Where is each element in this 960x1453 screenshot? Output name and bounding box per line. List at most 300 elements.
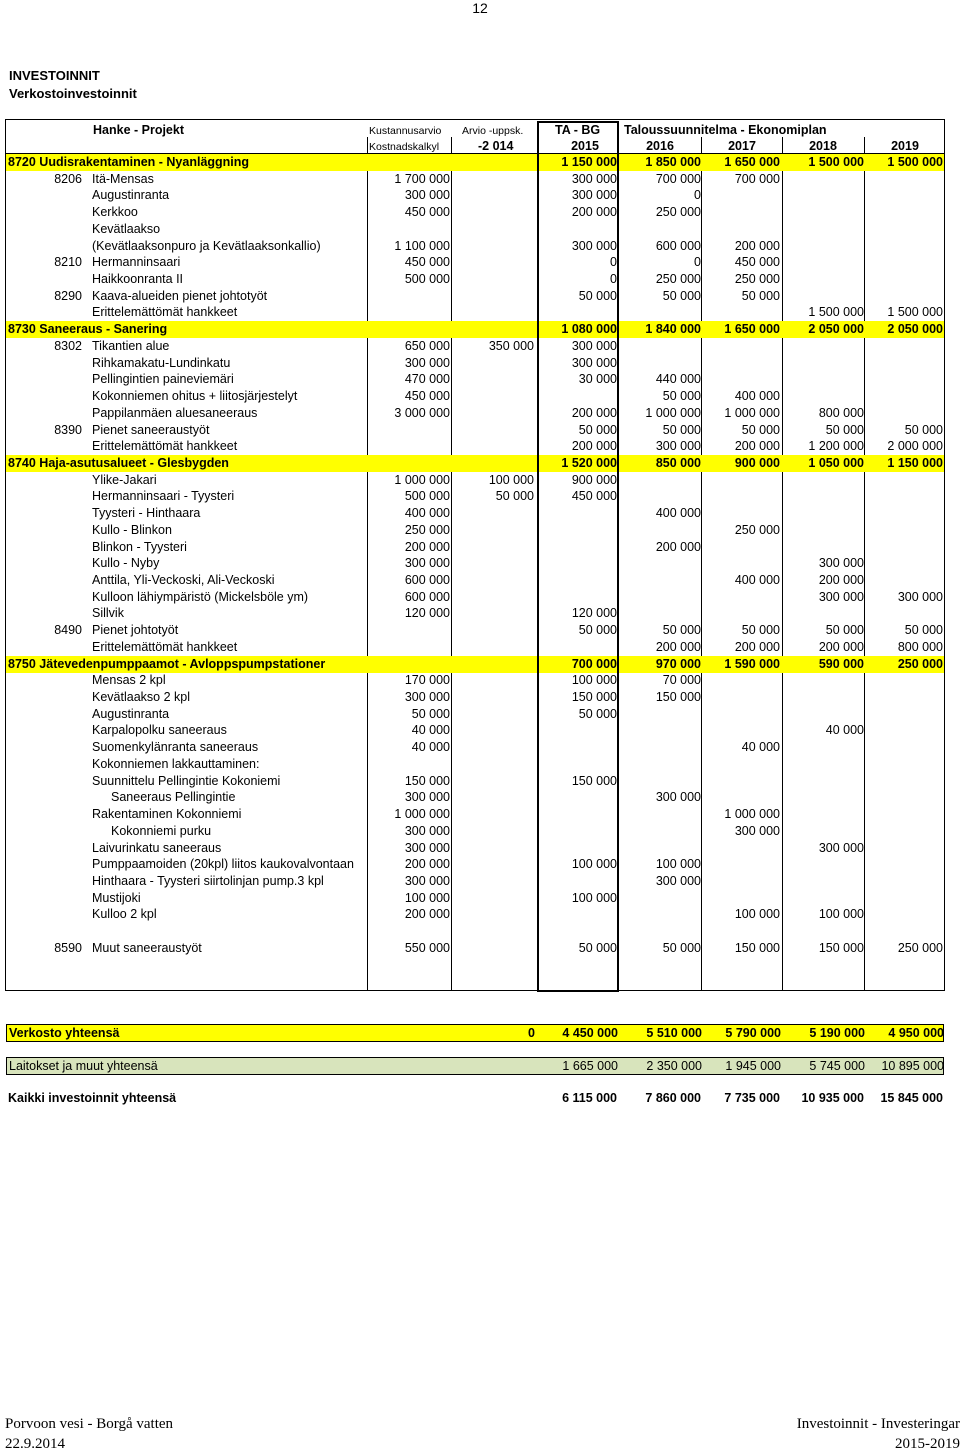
value-cell bbox=[865, 472, 943, 489]
value-cell bbox=[452, 806, 534, 823]
project-code bbox=[6, 187, 82, 204]
value-cell: 1 200 000 bbox=[808, 439, 864, 454]
summary-value: 7 860 000 bbox=[645, 1091, 701, 1105]
value-cell: 1 150 000 bbox=[887, 455, 943, 470]
table-row bbox=[6, 304, 944, 321]
project-name: Kokonniemi purku bbox=[111, 823, 212, 838]
value-cell: 3 000 000 bbox=[394, 405, 450, 420]
value-cell bbox=[452, 773, 534, 790]
project-code bbox=[6, 405, 82, 422]
value-cell: 120 000 bbox=[571, 606, 617, 621]
summary-value: 4 450 000 bbox=[562, 1026, 618, 1040]
value-cell: 300 000 bbox=[404, 556, 450, 571]
value-cell bbox=[782, 371, 864, 388]
value-cell bbox=[452, 605, 534, 622]
table-row bbox=[6, 756, 944, 773]
value-cell bbox=[619, 572, 701, 589]
project-code bbox=[6, 739, 82, 756]
table-row bbox=[6, 271, 944, 288]
project-name: Saneeraus Pellingintie bbox=[111, 790, 236, 805]
value-cell bbox=[865, 756, 943, 773]
value-cell: 50 000 bbox=[662, 623, 701, 638]
value-cell bbox=[782, 873, 864, 890]
project-name: Kulloon lähiympäristö (Mickelsböle ym) bbox=[92, 589, 309, 604]
table-row bbox=[6, 605, 944, 622]
value-cell: 300 000 bbox=[655, 873, 701, 888]
value-cell: 700 000 bbox=[655, 171, 701, 186]
table-row bbox=[6, 388, 944, 405]
table-row bbox=[6, 773, 944, 790]
value-cell bbox=[535, 522, 617, 539]
project-name: Muut saneeraustyöt bbox=[92, 940, 202, 955]
value-cell: 150 000 bbox=[655, 690, 701, 705]
value-cell bbox=[702, 773, 780, 790]
value-cell bbox=[619, 522, 701, 539]
value-cell: 150 000 bbox=[571, 773, 617, 788]
value-cell bbox=[702, 488, 780, 505]
value-cell bbox=[782, 187, 864, 204]
section-title bbox=[6, 154, 368, 171]
value-cell: 200 000 bbox=[655, 539, 701, 554]
value-cell bbox=[619, 304, 701, 321]
value-cell bbox=[782, 789, 864, 806]
value-cell bbox=[535, 873, 617, 890]
value-cell bbox=[865, 221, 943, 238]
value-cell bbox=[865, 823, 943, 840]
value-cell: 150 000 bbox=[818, 940, 864, 955]
value-cell: 100 000 bbox=[571, 890, 617, 905]
value-cell bbox=[702, 505, 780, 522]
value-cell: 1 840 000 bbox=[645, 322, 701, 337]
project-name: Tikantien alue bbox=[92, 338, 170, 353]
value-cell: 200 000 bbox=[404, 539, 450, 554]
value-cell bbox=[452, 656, 534, 673]
value-cell: 300 000 bbox=[404, 188, 450, 203]
value-cell bbox=[452, 823, 534, 840]
value-cell: 100 000 bbox=[488, 472, 534, 487]
value-cell bbox=[865, 572, 943, 589]
project-code bbox=[6, 672, 82, 689]
value-cell: 50 000 bbox=[904, 422, 943, 437]
section-name: Haja-asutusalueet - Glesbygden bbox=[39, 455, 229, 470]
project-name: Kullo - Blinkon bbox=[92, 522, 172, 537]
table-row bbox=[6, 572, 944, 589]
table-row bbox=[6, 522, 944, 539]
table-row bbox=[6, 355, 944, 372]
project-code bbox=[6, 539, 82, 556]
cost-estimate-header: Kustannusarvio bbox=[369, 125, 442, 137]
summary-row bbox=[6, 1024, 944, 1042]
value-cell bbox=[452, 355, 534, 372]
value-cell bbox=[452, 856, 534, 873]
value-cell bbox=[452, 940, 534, 957]
value-cell bbox=[368, 438, 450, 455]
project-name: Laivurinkatu saneeraus bbox=[92, 840, 222, 855]
value-cell bbox=[782, 806, 864, 823]
value-cell: 150 000 bbox=[734, 940, 780, 955]
value-cell bbox=[865, 605, 943, 622]
value-cell: 800 000 bbox=[818, 405, 864, 420]
value-cell bbox=[535, 539, 617, 556]
value-cell: 0 bbox=[694, 255, 701, 270]
section-code: 8750 bbox=[8, 656, 36, 671]
summary-value bbox=[453, 1058, 535, 1074]
value-cell: 50 000 bbox=[662, 288, 701, 303]
value-cell bbox=[368, 622, 450, 639]
value-cell bbox=[452, 271, 534, 288]
value-cell bbox=[535, 906, 617, 923]
project-code bbox=[6, 555, 82, 572]
value-cell bbox=[368, 455, 450, 472]
value-cell: 50 000 bbox=[825, 422, 864, 437]
project-code bbox=[6, 706, 82, 723]
summary-value: 1 665 000 bbox=[562, 1059, 618, 1073]
value-cell: 400 000 bbox=[734, 389, 780, 404]
project-name: Rakentaminen Kokonniemi bbox=[92, 807, 242, 822]
value-cell bbox=[865, 405, 943, 422]
section-row bbox=[6, 321, 944, 338]
value-cell bbox=[782, 204, 864, 221]
value-cell bbox=[865, 672, 943, 689]
value-cell bbox=[865, 371, 943, 388]
project-code bbox=[6, 271, 82, 288]
value-cell: 550 000 bbox=[404, 940, 450, 955]
value-cell bbox=[535, 221, 617, 238]
value-cell bbox=[452, 622, 534, 639]
budget-header: TA - BG bbox=[555, 123, 601, 137]
value-cell bbox=[619, 890, 701, 907]
value-cell: 250 000 bbox=[897, 940, 943, 955]
value-cell: 100 000 bbox=[404, 890, 450, 905]
value-cell bbox=[452, 288, 534, 305]
value-cell bbox=[368, 639, 450, 656]
value-cell: 450 000 bbox=[404, 205, 450, 220]
value-cell bbox=[452, 438, 534, 455]
footer-period: 2015-2019 bbox=[895, 1436, 960, 1452]
table-row bbox=[6, 438, 944, 455]
value-cell bbox=[619, 605, 701, 622]
value-cell: 250 000 bbox=[734, 272, 780, 287]
year-header: 2015 bbox=[571, 139, 599, 153]
table-row bbox=[6, 238, 944, 255]
value-cell bbox=[702, 756, 780, 773]
table-row bbox=[6, 639, 944, 656]
project-code: 8210 bbox=[54, 255, 82, 270]
project-name: Tyysteri - Hinthaara bbox=[92, 506, 201, 521]
value-cell: 1 150 000 bbox=[561, 155, 617, 169]
year-header: 2018 bbox=[809, 139, 837, 153]
value-cell bbox=[452, 639, 534, 656]
value-cell: 100 000 bbox=[571, 857, 617, 872]
value-cell bbox=[452, 722, 534, 739]
year-header: 2016 bbox=[646, 139, 674, 153]
value-cell bbox=[619, 722, 701, 739]
value-cell bbox=[452, 906, 534, 923]
value-cell: 600 000 bbox=[404, 589, 450, 604]
table-row bbox=[6, 789, 944, 806]
value-cell bbox=[452, 539, 534, 556]
value-cell: 200 000 bbox=[734, 238, 780, 253]
project-code: 8590 bbox=[54, 940, 82, 955]
value-cell bbox=[368, 923, 450, 940]
value-cell bbox=[865, 840, 943, 857]
value-cell: 1 700 000 bbox=[394, 171, 450, 186]
value-cell bbox=[452, 187, 534, 204]
value-cell bbox=[865, 806, 943, 823]
summary-value: 5 745 000 bbox=[809, 1059, 865, 1073]
summary-value: 5 790 000 bbox=[725, 1026, 781, 1040]
value-cell: 100 000 bbox=[734, 907, 780, 922]
project-name: Kullo - Nyby bbox=[92, 556, 160, 571]
value-cell bbox=[865, 722, 943, 739]
project-name: Erittelemättömät hankkeet bbox=[92, 439, 238, 454]
project-name: Blinkon - Tyysteri bbox=[92, 539, 187, 554]
project-code bbox=[6, 304, 82, 321]
value-cell bbox=[368, 304, 450, 321]
value-cell: 170 000 bbox=[404, 673, 450, 688]
project-name: Mustijoki bbox=[92, 890, 141, 905]
value-cell: 200 000 bbox=[571, 405, 617, 420]
value-cell bbox=[865, 739, 943, 756]
section-code: 8720 bbox=[8, 155, 36, 169]
value-cell bbox=[452, 739, 534, 756]
value-cell bbox=[452, 321, 534, 338]
project-name: Pappilanmäen aluesaneeraus bbox=[92, 405, 258, 420]
project-name: (Kevätlaaksonpuro ja Kevätlaaksonkallio) bbox=[92, 238, 321, 253]
value-cell bbox=[865, 338, 943, 355]
value-cell: 50 000 bbox=[495, 489, 534, 504]
project-code: 8302 bbox=[54, 338, 82, 353]
section-title bbox=[6, 321, 368, 338]
value-cell: 450 000 bbox=[734, 255, 780, 270]
value-cell bbox=[535, 923, 617, 940]
summary-value bbox=[369, 1058, 451, 1074]
value-cell bbox=[865, 923, 943, 940]
value-cell: 40 000 bbox=[411, 723, 450, 738]
table-row bbox=[6, 622, 944, 639]
value-cell bbox=[702, 204, 780, 221]
table-row bbox=[6, 923, 944, 940]
project-code bbox=[6, 773, 82, 790]
value-cell: 2 050 000 bbox=[887, 322, 943, 337]
value-cell: 200 000 bbox=[571, 439, 617, 454]
project-code bbox=[6, 806, 82, 823]
project-name: Karpalopolku saneeraus bbox=[92, 723, 227, 738]
value-cell: 50 000 bbox=[662, 940, 701, 955]
table-row bbox=[6, 371, 944, 388]
value-cell bbox=[782, 472, 864, 489]
value-cell bbox=[452, 923, 534, 940]
value-cell bbox=[368, 422, 450, 439]
summary-label: Kaikki investoinnit yhteensä bbox=[8, 1091, 177, 1105]
table-row bbox=[6, 906, 944, 923]
value-cell: 1 050 000 bbox=[808, 455, 864, 470]
value-cell bbox=[452, 840, 534, 857]
table-row bbox=[6, 722, 944, 739]
year-header: 2017 bbox=[728, 139, 756, 153]
table-row bbox=[6, 254, 944, 271]
value-cell bbox=[619, 589, 701, 606]
value-cell: 40 000 bbox=[411, 740, 450, 755]
page-number: 12 bbox=[472, 0, 488, 16]
value-cell: 800 000 bbox=[897, 639, 943, 654]
value-cell bbox=[535, 589, 617, 606]
value-cell bbox=[535, 304, 617, 321]
value-cell: 0 bbox=[610, 272, 617, 287]
value-cell bbox=[782, 672, 864, 689]
summary-value: 0 bbox=[528, 1026, 535, 1040]
value-cell: 300 000 bbox=[897, 589, 943, 604]
summary-value bbox=[369, 1025, 451, 1041]
project-code bbox=[6, 840, 82, 857]
value-cell bbox=[452, 589, 534, 606]
table-row bbox=[6, 422, 944, 439]
value-cell: 1 000 000 bbox=[394, 807, 450, 822]
project-name: Pumppaamoiden (20kpl) liitos kaukovalvontaan bbox=[92, 857, 354, 872]
project-name: Hermanninsaari - Tyysteri bbox=[92, 489, 235, 504]
value-cell: 1 000 000 bbox=[645, 405, 701, 420]
value-cell bbox=[452, 221, 534, 238]
value-cell: 1 080 000 bbox=[561, 322, 617, 337]
value-cell: 300 000 bbox=[404, 790, 450, 805]
value-cell bbox=[452, 890, 534, 907]
value-cell bbox=[702, 539, 780, 556]
project-name: Kokonniemen ohitus + liitosjärjestelyt bbox=[92, 389, 298, 404]
project-code bbox=[6, 605, 82, 622]
value-cell bbox=[535, 555, 617, 572]
value-cell bbox=[452, 522, 534, 539]
project-name: Augustinranta bbox=[92, 188, 170, 203]
project-code bbox=[6, 371, 82, 388]
value-cell: 300 000 bbox=[818, 556, 864, 571]
value-cell: 600 000 bbox=[404, 573, 450, 587]
value-cell bbox=[452, 388, 534, 405]
project-name: Erittelemättömät hankkeet bbox=[92, 305, 238, 320]
value-cell bbox=[865, 773, 943, 790]
value-cell bbox=[782, 522, 864, 539]
project-code bbox=[6, 204, 82, 221]
value-cell: 150 000 bbox=[404, 773, 450, 788]
project-code bbox=[6, 522, 82, 539]
summary-value: 7 735 000 bbox=[724, 1091, 780, 1105]
value-cell bbox=[782, 388, 864, 405]
value-cell bbox=[535, 639, 617, 656]
value-cell: 300 000 bbox=[818, 840, 864, 855]
value-cell bbox=[702, 890, 780, 907]
value-cell bbox=[535, 572, 617, 589]
value-cell bbox=[782, 773, 864, 790]
value-cell bbox=[865, 271, 943, 288]
value-cell: 200 000 bbox=[404, 857, 450, 872]
project-code: 8290 bbox=[54, 288, 82, 303]
project-code bbox=[6, 488, 82, 505]
table-row bbox=[6, 539, 944, 556]
summary-value: 6 115 000 bbox=[562, 1091, 617, 1105]
page-subtitle: Verkostoinvestoinnit bbox=[9, 86, 137, 101]
project-name: Suomenkylänranta saneeraus bbox=[92, 740, 259, 755]
table-row bbox=[6, 873, 944, 890]
project-code bbox=[6, 906, 82, 923]
summary-value: 15 845 000 bbox=[880, 1091, 943, 1105]
value-cell: 250 000 bbox=[655, 205, 701, 220]
value-cell: 2 050 000 bbox=[808, 322, 864, 337]
value-cell bbox=[452, 555, 534, 572]
year-header: 2019 bbox=[891, 139, 919, 153]
table-row bbox=[6, 689, 944, 706]
value-cell bbox=[782, 171, 864, 188]
value-cell: 50 000 bbox=[578, 706, 617, 721]
table-row bbox=[6, 187, 944, 204]
value-cell bbox=[619, 488, 701, 505]
table-row bbox=[6, 856, 944, 873]
value-cell bbox=[865, 355, 943, 372]
project-name: Itä-Mensas bbox=[92, 171, 154, 186]
value-cell: 1 500 000 bbox=[887, 155, 943, 169]
value-cell bbox=[452, 204, 534, 221]
value-cell bbox=[782, 355, 864, 372]
value-cell bbox=[702, 589, 780, 606]
project-name: Pienet saneeraustyöt bbox=[92, 422, 210, 437]
value-cell: 1 500 000 bbox=[887, 305, 943, 320]
section-name: Jätevedenpumppaamot - Avloppspumpstationer bbox=[39, 656, 326, 671]
value-cell: 150 000 bbox=[571, 690, 617, 705]
value-cell: 50 000 bbox=[578, 422, 617, 437]
value-cell: 450 000 bbox=[404, 255, 450, 270]
value-cell: 1 100 000 bbox=[394, 238, 450, 253]
value-cell bbox=[702, 789, 780, 806]
value-cell: 100 000 bbox=[655, 857, 701, 872]
table-row bbox=[6, 338, 944, 355]
value-cell: 300 000 bbox=[404, 355, 450, 370]
value-cell: 50 000 bbox=[578, 623, 617, 638]
value-cell: 2 000 000 bbox=[887, 439, 943, 454]
value-cell bbox=[452, 238, 534, 255]
value-cell: 50 000 bbox=[578, 288, 617, 303]
project-name: Erittelemättömät hankkeet bbox=[92, 639, 238, 654]
project-code bbox=[6, 923, 82, 940]
value-cell: 200 000 bbox=[571, 205, 617, 220]
value-cell: 50 000 bbox=[904, 623, 943, 638]
project-code bbox=[6, 388, 82, 405]
value-cell bbox=[535, 388, 617, 405]
value-cell bbox=[535, 505, 617, 522]
value-cell bbox=[702, 371, 780, 388]
value-cell bbox=[702, 672, 780, 689]
value-cell bbox=[535, 840, 617, 857]
table-row bbox=[6, 555, 944, 572]
table-row bbox=[6, 739, 944, 756]
value-cell: 500 000 bbox=[404, 489, 450, 504]
section-title bbox=[6, 656, 368, 673]
value-cell: 470 000 bbox=[404, 372, 450, 387]
value-cell bbox=[535, 789, 617, 806]
value-cell: 100 000 bbox=[818, 907, 864, 922]
value-cell bbox=[702, 187, 780, 204]
page-title: INVESTOINNIT bbox=[9, 68, 100, 83]
project-code bbox=[6, 238, 82, 255]
value-cell bbox=[702, 689, 780, 706]
project-code bbox=[6, 472, 82, 489]
value-cell: 300 000 bbox=[571, 338, 617, 353]
project-code bbox=[6, 639, 82, 656]
value-cell: 50 000 bbox=[578, 940, 617, 955]
value-cell bbox=[452, 873, 534, 890]
value-cell: 700 000 bbox=[571, 656, 617, 671]
value-cell: 200 000 bbox=[818, 639, 864, 654]
forecast-year-header: -2 014 bbox=[478, 139, 514, 153]
project-code bbox=[6, 505, 82, 522]
value-cell: 40 000 bbox=[741, 740, 780, 755]
